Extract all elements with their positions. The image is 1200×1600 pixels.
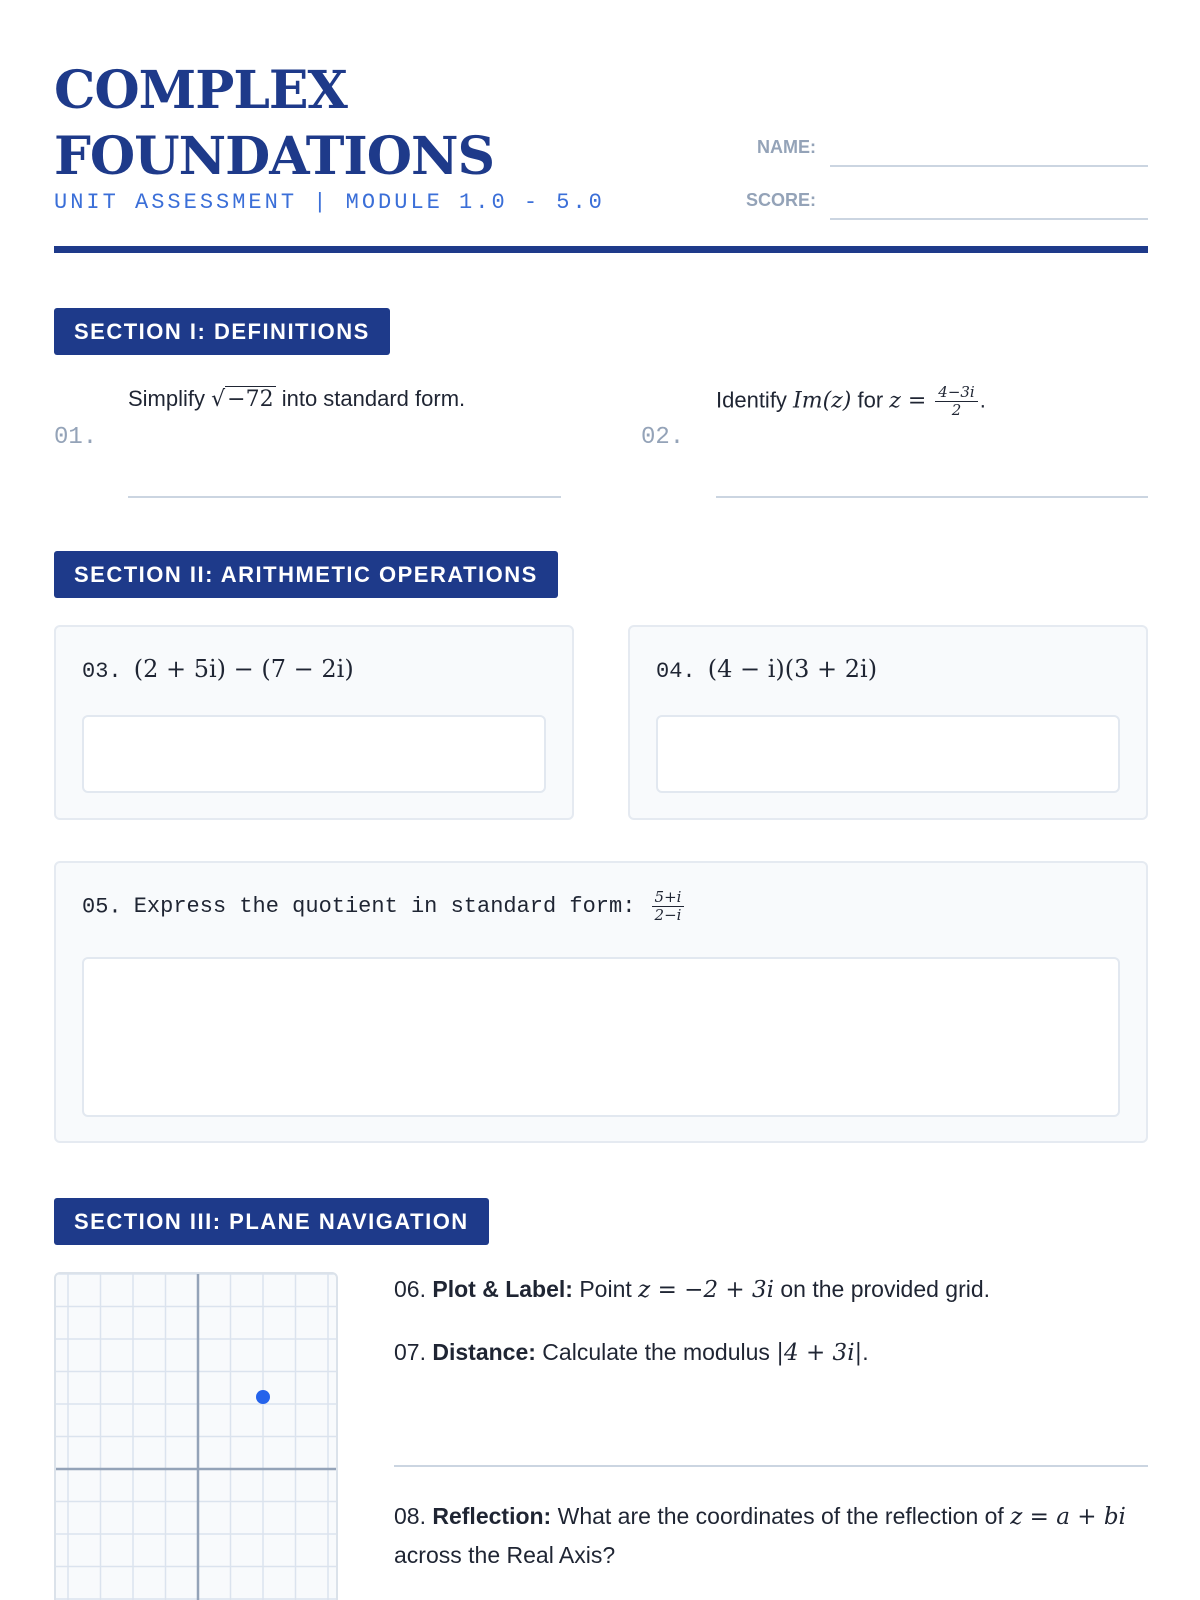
question-5-prompt: Express the quotient in standard form: [133,894,636,920]
q1-post: into standard form. [275,386,466,411]
question-8-bold: Reflection: [432,1503,552,1529]
complex-plane-grid[interactable] [54,1272,338,1600]
section-3-tag: SECTION III: PLANE NAVIGATION [54,1198,489,1245]
plotted-point [256,1390,270,1404]
question-5-card [54,861,1148,1143]
question-6-bold: Plot & Label: [432,1276,573,1302]
q2-mid: for [851,387,890,413]
question-5-answer-box[interactable] [82,957,1120,1117]
question-7-pre: Calculate the modulus [535,1339,777,1365]
q2-fraction [935,384,977,419]
question-7-text [394,1339,869,1366]
question-6-number: 06. [394,1276,433,1302]
title-line-1: COMPLEX [54,60,347,121]
question-6-expression: z = −2 + 3i [638,1277,774,1303]
score-field[interactable] [830,218,1148,220]
page-subtitle: UNIT ASSESSMENT | MODULE 1.0 - 5.0 [54,190,605,215]
q2-frac-num: 4−3i [935,384,977,402]
question-8-pre: What are the coordinates of the reflection of [551,1503,1011,1529]
question-1-answer-line[interactable] [128,496,561,498]
question-1-text [128,386,465,412]
question-8-line-2: across the Real Axis? [394,1542,616,1568]
score-label: SCORE: [745,190,816,210]
complex-plane-svg[interactable] [56,1274,338,1600]
q2-post: . [979,387,986,413]
q2-zeq: z = [889,388,934,414]
question-3-text [82,655,354,684]
q2-expr: Im(z) [793,388,852,414]
q5-frac-num: 5+i [652,889,685,907]
question-3-number: 03. [82,659,122,684]
question-7-expression: |4 + 3i| [776,1340,863,1366]
question-4-card [628,625,1148,820]
q1-radical: √−72 [211,387,274,412]
page-title [54,58,614,190]
question-8-number: 08. [394,1503,433,1529]
q1-pre: Simplify [128,386,212,411]
q5-frac-den: 2−i [654,906,682,924]
question-6-pre: Point [572,1276,639,1302]
q2-frac-den: 2 [951,401,962,419]
question-4-text [656,655,877,684]
question-1-number: 01. [54,424,98,451]
q2-pre: Identify [716,387,794,413]
question-2-number: 02. [641,424,685,451]
question-8-expression: z = a + bi [1010,1504,1126,1530]
question-6-post: on the provided grid. [773,1276,991,1302]
question-7-number: 07. [394,1339,433,1365]
title-line-2: FOUNDATIONS [54,126,495,187]
question-4-answer-box[interactable] [656,715,1120,793]
question-2-text [716,384,986,419]
question-7-answer-line[interactable] [394,1465,1148,1467]
question-5-fraction [652,889,685,924]
section-1-tag: SECTION I: DEFINITIONS [54,308,390,355]
question-3-expression: (2 + 5i) − (7 − 2i) [133,655,354,683]
question-3-answer-box[interactable] [82,715,546,793]
question-7-post: . [862,1339,869,1365]
q1-radicand: −72 [227,387,274,412]
name-label: NAME: [757,137,816,157]
question-6-text [394,1276,990,1303]
question-8-text [394,1497,1148,1574]
header-divider [54,246,1148,253]
question-5-text [82,889,686,924]
question-5-number: 05. [82,894,122,920]
question-3-card [54,625,574,820]
question-2-answer-line[interactable] [716,496,1148,498]
question-7-bold: Distance: [432,1339,536,1365]
question-4-expression: (4 − i)(3 + 2i) [707,655,878,683]
question-4-number: 04. [656,659,696,684]
section-2-tag: SECTION II: ARITHMETIC OPERATIONS [54,551,558,598]
name-field[interactable] [830,165,1148,167]
